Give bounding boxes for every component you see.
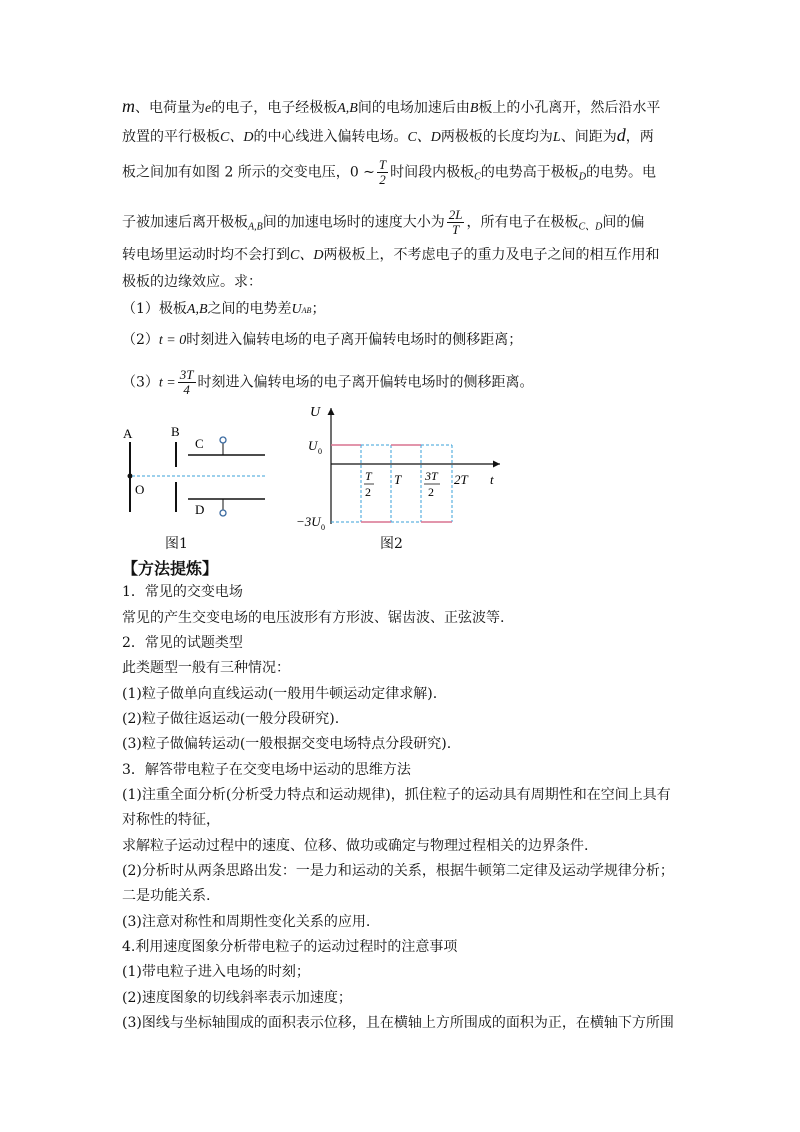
var-ab: A,B xyxy=(337,101,358,116)
method-line: (1)注重全面分析(分析受力特点和运动规律)，抓住粒子的运动具有周期性和在空间上具有 xyxy=(122,787,671,803)
tick-neg-3u0: −3U xyxy=(296,514,321,529)
method-line: (2)分析时从两条思路出发：一是力和运动的关系，根据牛顿第二定律及运动学规律分析； xyxy=(122,863,674,879)
method-line: 对称性的特征， xyxy=(122,812,220,828)
question-3: （3）t = $\frac{3T}{4}$ 时刻进入偏转电场的电子离开偏转电场时的侧移距离。 xyxy=(122,367,534,397)
label-c: C xyxy=(195,436,204,451)
method-line: (1)粒子做单向直线运动(一般用牛顿运动定律求解). xyxy=(122,686,438,702)
var-e: e xyxy=(205,101,212,116)
svg-text:0: 0 xyxy=(318,447,322,456)
tick-3t-half-den: 2 xyxy=(428,485,434,499)
tick-t: T xyxy=(394,472,402,487)
fraction-2l-over-t: $\frac{2L}{T}$ xyxy=(448,207,463,237)
question-1: （1）极板A,B之间的电势差UAB； xyxy=(122,301,326,317)
figure-1-diagram xyxy=(115,420,275,525)
method-line: (1)带电粒子进入电场的时刻； xyxy=(122,964,310,980)
fraction-3t-over-4: $\frac{3T}{4}$ xyxy=(179,367,194,397)
fraction-t-over-2: $\frac{T}{2}$ xyxy=(378,157,387,187)
method-line: (2)速度图象的切线斜率表示加速度； xyxy=(122,990,352,1006)
method-line: 求解粒子运动过程中的速度、位移、做功或确定与物理过程相关的边界条件. xyxy=(122,838,589,854)
problem-line-5: 转电场里运动时均不会打到C、D两极板上，不考虑电子的重力及电子之间的相互作用和 xyxy=(122,247,660,263)
method-line: 4.利用速度图象分析带电粒子的运动过程时的注意事项 xyxy=(122,939,458,955)
figure-2-caption: 图2 xyxy=(380,536,403,552)
tick-u0: U xyxy=(308,438,318,453)
axis-label-u: U xyxy=(310,405,321,420)
question-2: （2）t = 0时刻进入偏转电场的电子离开偏转电场时的侧移距离； xyxy=(122,332,523,348)
label-b: B xyxy=(171,424,180,439)
problem-line-2: 放置的平行极板C、D的中心线进入偏转电场。C、D两极板的长度均为L、间距为d，两 xyxy=(122,125,654,145)
problem-line-3: 板之间加有如图 2 所示的交变电压，0 ~ $\frac{T}{2}$ 时间段内极板$_C$的电势高于极板$_D$的电势。电 xyxy=(122,157,657,187)
method-line: 1．常见的交变电场 xyxy=(122,584,243,600)
method-heading: 【方法提炼】 xyxy=(122,559,219,578)
method-line: (3)注意对称性和周期性变化关系的应用. xyxy=(122,914,371,930)
tick-t-half-num: T xyxy=(365,469,372,483)
method-line: 3．解答带电粒子在交变电场中运动的思维方法 xyxy=(122,762,411,778)
method-line: (3)粒子做偏转运动(一般根据交变电场特点分段研究). xyxy=(122,736,452,752)
tick-t-half-den: 2 xyxy=(365,485,371,499)
method-line: (3)图线与坐标轴围成的面积表示位移，且在横轴上方所围成的面积为正，在横轴下方所围 xyxy=(122,1015,674,1031)
method-line: 二是功能关系. xyxy=(122,888,211,904)
label-o: O xyxy=(135,482,145,497)
problem-line-4: 子被加速后离开极板$_{A,B}$间的加速电场时的速度大小为 $\frac{2L}{T}$ ，所有电子在极板$_{C、D}$间的偏 xyxy=(122,207,645,237)
tick-3t-half-num: 3T xyxy=(425,469,438,483)
method-line: 2．常见的试题类型 xyxy=(122,635,243,651)
problem-line-1: m、电荷量为e的电子，电子经极板A,B间的电场加速后由B板上的小孔离开，然后沿水平 xyxy=(122,96,661,116)
method-line: (2)粒子做往返运动(一般分段研究). xyxy=(122,711,340,727)
var-m: m xyxy=(122,96,135,116)
axis-label-t: t xyxy=(490,472,494,487)
svg-text:0: 0 xyxy=(321,523,325,532)
figure-1-caption: 图1 xyxy=(165,536,188,552)
label-a: A xyxy=(123,426,133,441)
tick-2t: 2T xyxy=(454,472,468,487)
problem-line-6: 极板的边缘效应。求： xyxy=(122,274,262,290)
figure-2-voltage-graph xyxy=(290,402,510,534)
method-line: 此类题型一般有三种情况： xyxy=(122,660,290,676)
var-b: B xyxy=(469,101,479,116)
label-d: D xyxy=(195,502,205,517)
method-line: 常见的产生交变电场的电压波形有方形波、锯齿波、正弦波等. xyxy=(122,610,505,626)
